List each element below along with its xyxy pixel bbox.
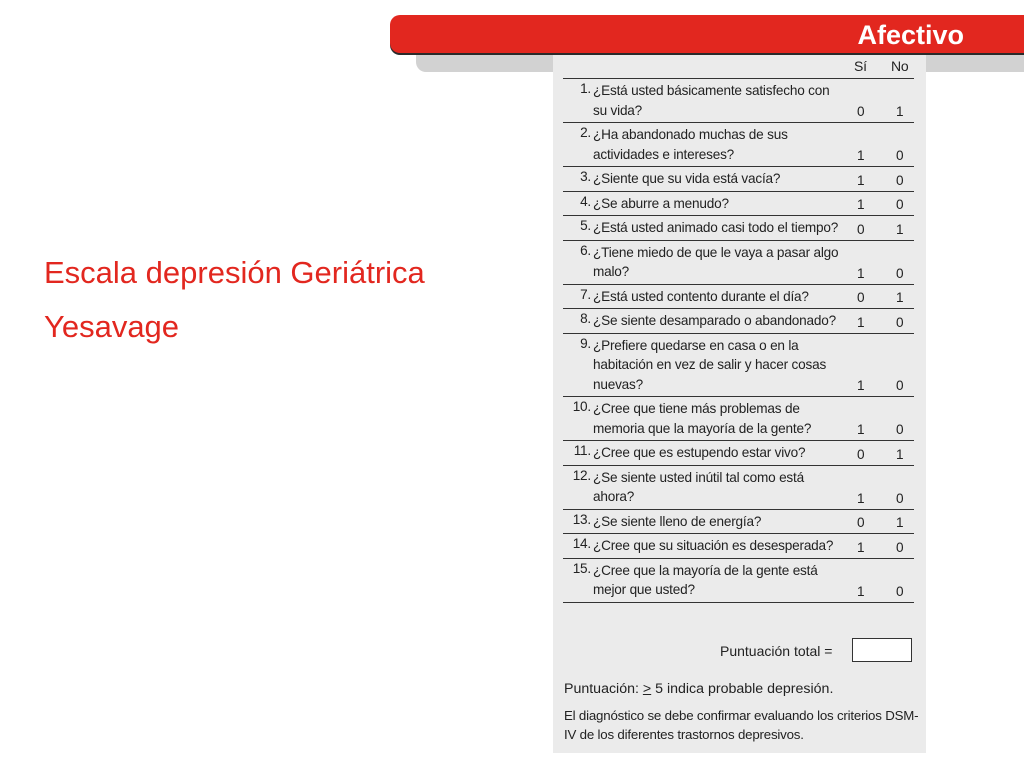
diagnosis-note: El diagnóstico se debe confirmar evaluando los criterios DSM-IV de los diferentes trastornos depresivos. (564, 708, 919, 742)
section-title: Afectivo (857, 20, 964, 50)
item-score-no: 0 (896, 148, 904, 163)
item-score-no: 0 (896, 172, 904, 188)
item-score-si: 0 (857, 446, 865, 462)
item-number: 5. (580, 218, 591, 233)
item-score-si: 1 (857, 197, 865, 212)
table-body (563, 79, 914, 603)
item-question: ¿Está usted contento durante el día? (593, 288, 809, 304)
table-row (563, 216, 914, 241)
table-row (563, 559, 914, 603)
item-score-si: 1 (857, 583, 865, 599)
item-number: 1. (580, 81, 591, 96)
item-question: ¿Cree que su situación es desesperada? (593, 538, 834, 553)
table-row (563, 441, 914, 466)
item-question: ¿Se siente usted inútil tal como está ahora? (593, 469, 804, 504)
item-question: ¿Ha abandonado muchas de sus actividades e intereses? (593, 127, 788, 162)
item-question: ¿Se aburre a menudo? (593, 195, 729, 211)
item-score-si: 1 (857, 314, 865, 330)
table-row (563, 167, 914, 192)
item-score-no: 0 (896, 422, 904, 437)
item-number: 12. (572, 467, 591, 483)
column-header-no: No (891, 58, 909, 74)
item-score-no: 1 (896, 515, 904, 530)
item-score-si: 0 (857, 515, 865, 530)
table-row (563, 466, 914, 510)
item-number: 15. (572, 560, 591, 576)
item-score-no: 0 (896, 197, 904, 212)
column-header-si: Sí (854, 58, 867, 74)
item-number: 13. (572, 511, 591, 527)
item-score-si: 1 (857, 148, 865, 163)
item-question: ¿Prefiere quedarse en casa o en la habitación en vez de salir y hacer cosas nuevas? (593, 337, 827, 392)
item-score-si: 1 (857, 378, 865, 393)
item-question: ¿Se siente lleno de energía? (593, 513, 762, 529)
table-row (563, 309, 914, 334)
total-score-field[interactable] (852, 638, 912, 662)
item-number: 10. (572, 399, 591, 414)
table-row (563, 534, 914, 559)
item-score-no: 1 (896, 104, 904, 119)
item-number: 14. (572, 536, 591, 551)
table-row (563, 241, 914, 285)
table-row (563, 79, 914, 123)
item-score-si: 0 (857, 290, 865, 305)
item-score-si: 1 (857, 172, 865, 188)
item-number: 4. (580, 193, 591, 209)
item-score-no: 0 (896, 539, 904, 555)
slide-title (44, 246, 425, 354)
slide-title-line1: Escala depresión Geriátrica (44, 255, 425, 290)
item-number: 9. (580, 335, 591, 351)
item-score-no: 0 (896, 490, 904, 506)
slide-title-line2: Yesavage (44, 309, 180, 344)
item-score-si: 0 (857, 221, 865, 237)
item-score-no: 0 (896, 265, 904, 281)
item-question: ¿Se siente desamparado o abandonado? (593, 313, 836, 328)
item-number: 11. (573, 443, 591, 458)
item-question: ¿Cree que es estupendo estar vivo? (593, 445, 806, 460)
item-score-no: 0 (896, 583, 904, 599)
item-score-si: 0 (857, 104, 865, 119)
item-question: ¿Tiene miedo de que le vaya a pasar algo malo? (593, 244, 839, 279)
section-banner (390, 15, 1024, 53)
item-number: 8. (580, 311, 591, 326)
item-question: ¿Cree que tiene más problemas de memoria que la mayoría de la gente? (593, 401, 812, 436)
item-question: ¿Cree que la mayoría de la gente está mejor que usted? (593, 562, 818, 597)
table-row (563, 397, 914, 441)
item-question: ¿Está usted básicamente satisfecho con su vida? (593, 83, 830, 118)
item-score-no: 1 (896, 290, 904, 305)
item-question: ¿Está usted animado casi todo el tiempo? (593, 220, 839, 235)
score-note-rest: 5 indica probable depresión. (651, 681, 834, 697)
item-number: 2. (580, 125, 591, 140)
scale-table (563, 55, 914, 603)
table-row (563, 510, 914, 535)
item-score-no: 0 (896, 314, 904, 330)
item-score-si: 1 (857, 422, 865, 437)
table-row (563, 192, 914, 217)
item-number: 3. (580, 169, 591, 184)
item-score-no: 0 (896, 378, 904, 393)
score-note-symbol: > (642, 681, 652, 697)
table-row (563, 334, 914, 398)
item-score-si: 1 (857, 539, 865, 555)
score-note-prefix: Puntuación: (564, 681, 643, 697)
item-score-si: 1 (857, 490, 865, 506)
total-score-label: Puntuación total = (720, 643, 833, 659)
table-row (563, 285, 914, 310)
score-note (564, 681, 833, 697)
item-score-no: 1 (896, 446, 904, 462)
item-score-si: 1 (857, 265, 865, 281)
item-score-no: 1 (896, 221, 904, 237)
table-row (563, 123, 914, 167)
item-number: 7. (580, 286, 591, 302)
item-number: 6. (580, 242, 591, 258)
table-header (563, 55, 914, 79)
item-question: ¿Siente que su vida está vacía? (593, 171, 781, 186)
